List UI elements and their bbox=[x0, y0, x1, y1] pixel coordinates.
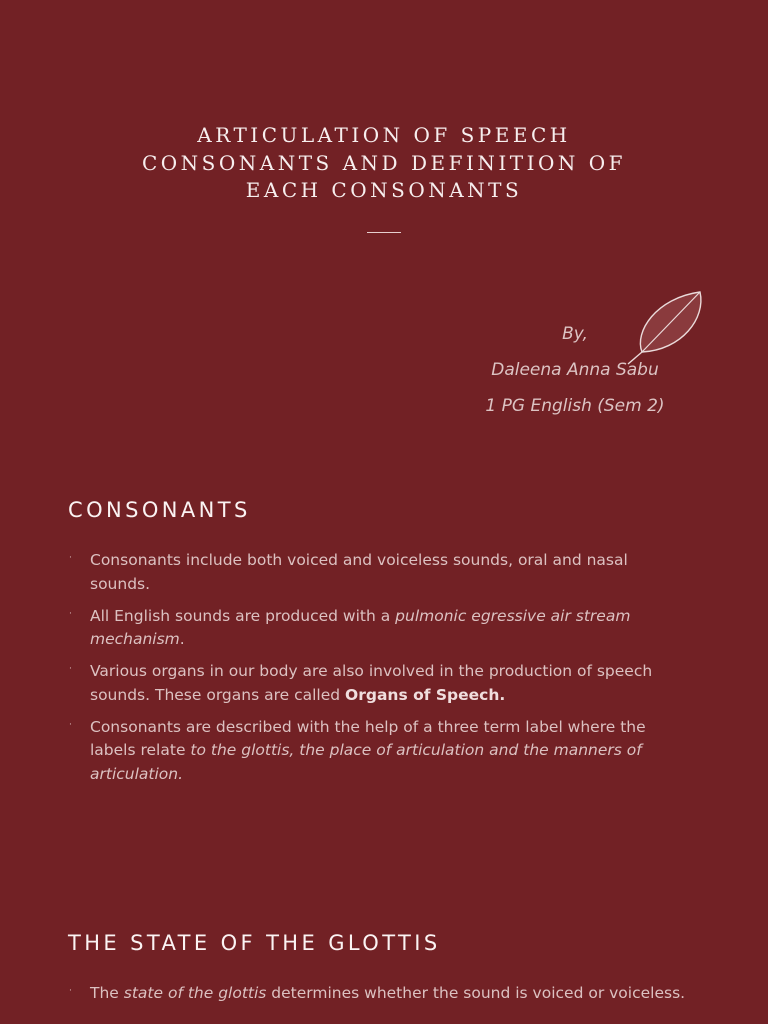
consonants-heading: CONSONANTS bbox=[68, 498, 251, 522]
consonants-bullet-list bbox=[68, 549, 688, 795]
bullet-item bbox=[68, 982, 688, 1006]
title-line-3: EACH CONSONANTS bbox=[245, 178, 523, 202]
bullet-item bbox=[68, 660, 688, 707]
bullet-dot: · bbox=[69, 664, 72, 674]
bullet-text: Various organs in our body are also involved in the production of speech sounds. These organs are called bbox=[90, 662, 653, 704]
title-line-1: ARTICULATION OF SPEECH bbox=[197, 123, 571, 147]
glottis-bullet-list bbox=[68, 982, 688, 1014]
author-byline bbox=[440, 320, 710, 428]
presentation-title bbox=[0, 122, 768, 205]
bullet-dot: · bbox=[69, 553, 72, 563]
bullet-dot: · bbox=[69, 608, 72, 619]
title-slide bbox=[0, 0, 768, 465]
title-line-2: CONSONANTS AND DEFINITION OF bbox=[141, 150, 627, 175]
bullet-dot: · bbox=[69, 719, 72, 730]
title-divider bbox=[367, 232, 401, 233]
bullet-text: . bbox=[179, 630, 185, 648]
bullet-text: state of the glottis bbox=[123, 984, 267, 1002]
bullet-item bbox=[68, 716, 688, 787]
byline-by: By, bbox=[562, 324, 588, 344]
bullet-text: Organs of Speech. bbox=[345, 685, 506, 704]
bullet-text: to the glottis, the place of articulation and the manners of articulation. bbox=[90, 741, 642, 783]
bullet-item bbox=[68, 605, 688, 652]
bullet-text: pulmonic egressive air stream mechanism bbox=[90, 606, 631, 648]
bullet-text: determines whether the sound is voiced or voiceless. bbox=[266, 984, 686, 1002]
author-name: Daleena Anna Sabu bbox=[491, 360, 659, 380]
author-class: 1 PG English (Sem 2) bbox=[485, 396, 665, 416]
bullet-dot: · bbox=[69, 986, 72, 996]
bullet-item bbox=[68, 549, 688, 596]
bullet-text: All English sounds are produced with a bbox=[90, 606, 396, 625]
bullet-text: Consonants are described with the help of a three term label where the labels relate bbox=[90, 717, 646, 759]
bullet-text: Consonants include both voiced and voiceless sounds, oral and nasal sounds. bbox=[90, 551, 628, 593]
glottis-heading: THE STATE OF THE GLOTTIS bbox=[68, 931, 441, 955]
bullet-text: The bbox=[90, 984, 124, 1002]
